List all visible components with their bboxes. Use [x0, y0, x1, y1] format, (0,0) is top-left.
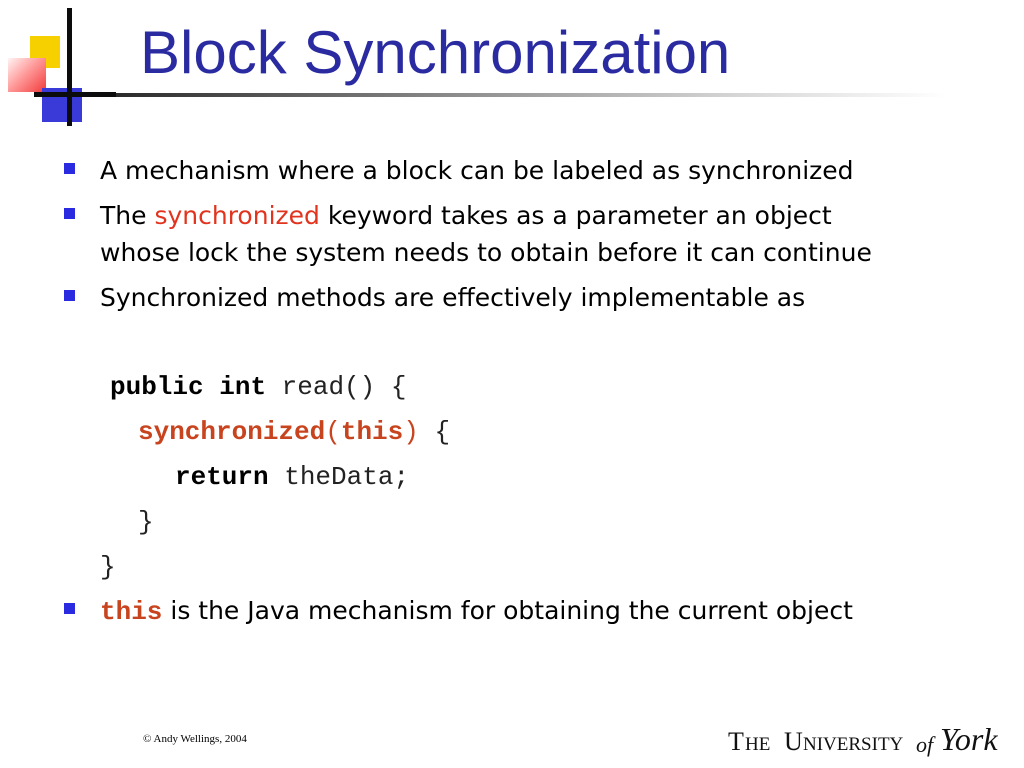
- corner-logo-red-square: [8, 58, 46, 92]
- bullet-1-text: A mechanism where a block can be labeled as synchronized: [100, 156, 854, 185]
- bullet-2-keyword: synchronized: [154, 201, 320, 230]
- code-line-3-rest: theData;: [268, 462, 410, 492]
- code-keyword-public: public: [110, 372, 204, 402]
- code-keyword-this: this: [340, 417, 404, 447]
- bullet-2-text: [100, 199, 832, 233]
- code-keyword-return: return: [175, 462, 269, 492]
- bullet-3-text: Synchronized methods are effectively implementable as: [100, 283, 806, 312]
- code-line-1: [110, 371, 406, 403]
- bullet-2-suffix: keyword takes as a parameter an object: [319, 201, 832, 230]
- corner-logo-horizontal-line: [34, 92, 116, 97]
- university-of-york-logo: [728, 716, 998, 760]
- square-bullet-icon: [64, 208, 75, 219]
- code-close-paren: ): [403, 417, 419, 447]
- code-line-1-rest: read() {: [266, 372, 407, 402]
- code-line-4: }: [138, 507, 154, 537]
- code-line-3: [175, 461, 409, 493]
- title-underline-divider: [116, 93, 946, 97]
- svg-text:NIVERSITY: NIVERSITY: [803, 734, 904, 755]
- copyright-notice: © Andy Wellings, 2004: [143, 733, 247, 745]
- svg-text:T: T: [728, 727, 744, 756]
- code-line-2-rest: {: [418, 417, 451, 447]
- code-line-5: }: [100, 552, 116, 582]
- bullet-4-rest: is the Java mechanism for obtaining the current object: [162, 596, 853, 625]
- svg-text:HE: HE: [745, 734, 771, 755]
- svg-text:of: of: [916, 732, 934, 757]
- code-open-paren: (: [325, 417, 341, 447]
- bullet-2-continuation: whose lock the system needs to obtain before it can continue: [100, 238, 872, 267]
- svg-text:U: U: [784, 727, 803, 756]
- bullet-4-code-word: this: [100, 597, 163, 627]
- corner-logo-vertical-line: [67, 8, 72, 126]
- square-bullet-icon: [64, 163, 75, 174]
- svg-text:York: York: [940, 721, 998, 757]
- bullet-2-prefix: The: [100, 201, 155, 230]
- square-bullet-icon: [64, 290, 75, 301]
- slide-title: Block Synchronization: [140, 19, 731, 86]
- square-bullet-icon: [64, 603, 75, 614]
- bullet-4-text: [100, 594, 853, 629]
- code-keyword-synchronized: synchronized: [138, 417, 326, 447]
- code-keyword-int: int: [219, 372, 267, 402]
- code-line-2: [138, 416, 450, 448]
